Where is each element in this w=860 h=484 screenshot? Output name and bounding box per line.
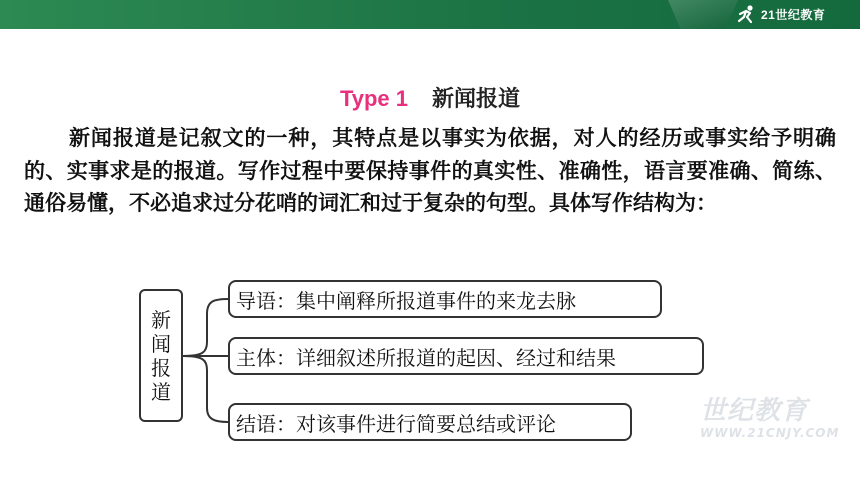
topic-label: 新闻报道	[432, 87, 521, 112]
branch-conclusion: 结语：对该事件进行简要总结或评论	[228, 403, 632, 441]
root-char: 报	[151, 355, 171, 380]
watermark-line1: 世纪教育	[700, 396, 809, 426]
structure-root-box	[139, 289, 183, 422]
watermark-line2: WWW.21CNJY.COM	[700, 426, 840, 440]
branch-body: 主体：详细叙述所报道的起因、经过和结果	[228, 337, 704, 375]
type-label: Type 1	[339, 86, 409, 111]
root-char: 闻	[151, 331, 171, 356]
paragraph-text: 新闻报道是记叙文的一种，其特点是以事实为依据，对人的经历或事实给予明确的、实事求是的报道。写作过程中要保持事件的真实性、准确性，语言要准确、简练、通俗易懂，不必追求过分花哨的词汇和过于复杂的句型。具体写作结构为：	[24, 126, 836, 215]
logo-text: 21世纪教育	[761, 7, 826, 22]
watermark	[700, 396, 840, 450]
root-char: 道	[151, 379, 171, 404]
branch-lead: 导语：集中阐释所报道事件的来龙去脉	[228, 280, 662, 318]
root-char: 新	[151, 307, 171, 332]
